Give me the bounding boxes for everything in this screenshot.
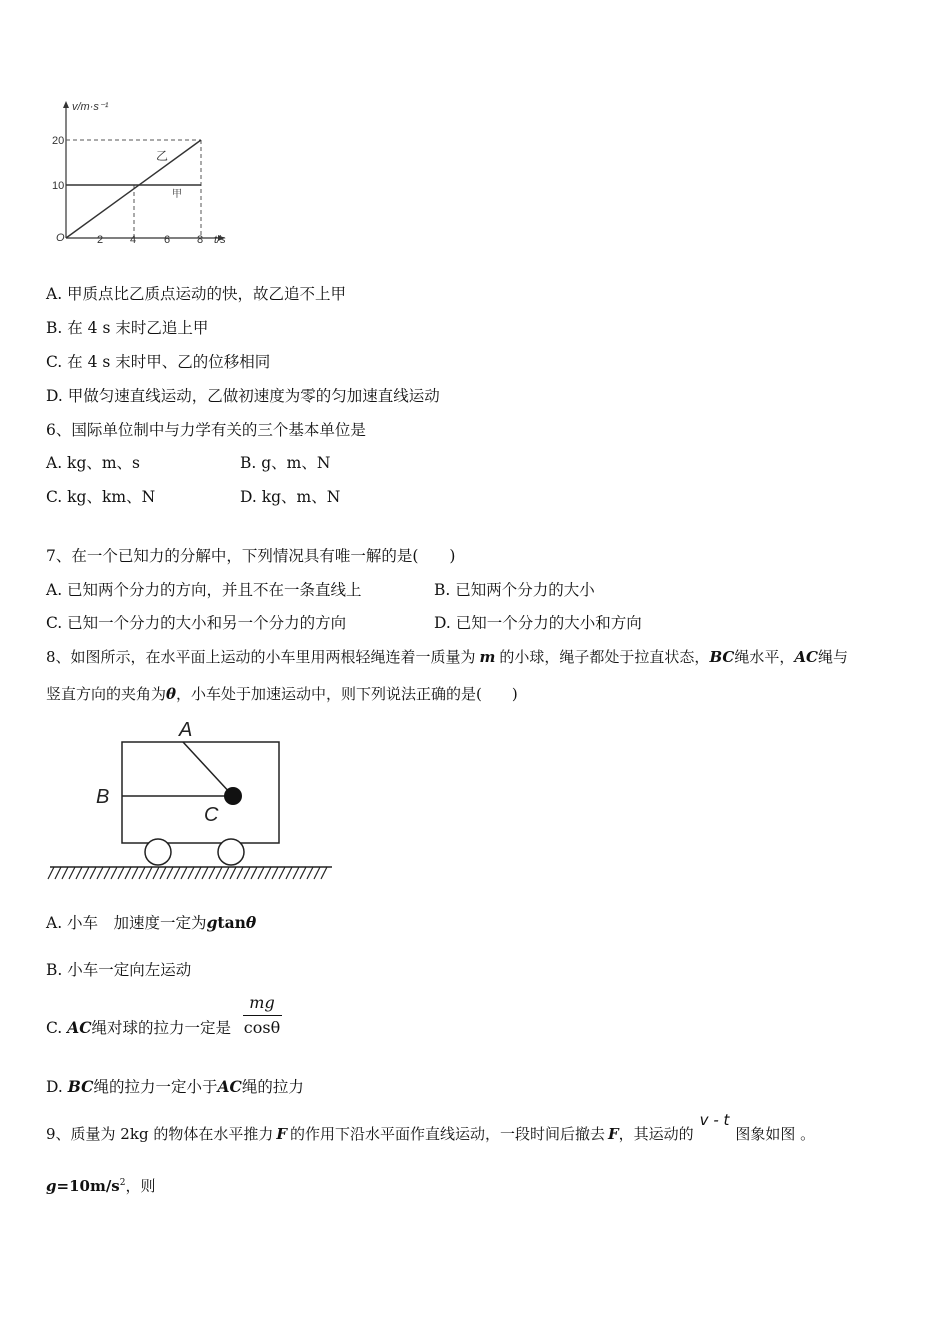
q8-stem-line2 bbox=[46, 684, 518, 704]
hatch-mark bbox=[90, 867, 96, 879]
label-c: C bbox=[204, 804, 219, 826]
q7-option-a: A. 已知两个分力的方向，并且不在一条直线上 bbox=[46, 581, 362, 599]
y-axis-label: v/m·s⁻¹ bbox=[72, 101, 109, 113]
q8-bc-symbol: BC bbox=[709, 648, 735, 666]
hatch-mark bbox=[97, 867, 103, 879]
q8-stem-text: ，小车处于加速运动中，则下列说法正确的是( ) bbox=[176, 685, 518, 703]
hatch-mark bbox=[293, 867, 299, 879]
x-axis-label: t/s bbox=[214, 234, 226, 246]
y-axis-arrow bbox=[63, 101, 69, 108]
q8-stem-text: 绳与 bbox=[817, 648, 848, 666]
hatch-mark bbox=[167, 867, 173, 879]
y-tick-10: 10 bbox=[52, 180, 65, 192]
hatch-mark bbox=[258, 867, 264, 879]
q5-option-a: A. 甲质点比乙质点运动的快，故乙追不上甲 bbox=[46, 285, 347, 303]
hatch-mark bbox=[321, 867, 327, 879]
q8-option-c-denominator: cosθ bbox=[243, 1018, 281, 1037]
x-tick-6: 6 bbox=[164, 234, 171, 246]
q8-option-b: B. 小车一定向左运动 bbox=[46, 961, 192, 979]
q7-option-d: D. 已知一个分力的大小和方向 bbox=[434, 614, 642, 632]
hatch-mark bbox=[265, 867, 271, 879]
q6-stem: 6、国际单位制中与力学有关的三个基本单位是 bbox=[46, 421, 366, 439]
q6-option-a: A. kg、m、s bbox=[46, 454, 141, 472]
ball bbox=[224, 787, 242, 805]
q8-mass-symbol: m bbox=[479, 648, 496, 666]
q8-stem-text: 8、如图所示，在水平面上运动的小车里用两根轻绳连着一质量为 bbox=[46, 648, 476, 666]
hatch-mark bbox=[223, 867, 229, 879]
hatch-mark bbox=[272, 867, 278, 879]
q8-option-a-tan: tan bbox=[217, 913, 246, 932]
q9-g-value: =10m/s bbox=[56, 1177, 120, 1195]
q9-line2-text: ，则 bbox=[125, 1177, 156, 1195]
hatch-mark bbox=[48, 867, 54, 879]
hatch-mark bbox=[146, 867, 152, 879]
cart-diagram bbox=[46, 712, 338, 884]
hatch-mark bbox=[230, 867, 236, 879]
q8-option-d bbox=[46, 1077, 304, 1097]
cart-body bbox=[122, 742, 279, 843]
q8-option-d-bc: BC bbox=[67, 1077, 94, 1096]
hatch-mark bbox=[237, 867, 243, 879]
hatch-mark bbox=[195, 867, 201, 879]
q8-option-d-text: D. bbox=[46, 1078, 68, 1096]
hatch-mark bbox=[104, 867, 110, 879]
hatch-mark bbox=[314, 867, 320, 879]
ground-hatching bbox=[48, 867, 327, 879]
q8-option-d-text: 绳的拉力一定小于 bbox=[93, 1078, 218, 1096]
wheel-left bbox=[145, 839, 171, 865]
hatch-mark bbox=[55, 867, 61, 879]
q8-option-a-text: A. 小车 加速度一定为 bbox=[46, 914, 207, 932]
q8-option-c-text: C. bbox=[46, 1019, 68, 1037]
q9-stem-text: 的作用下沿水平面作直线运动，一段时间后撤去 bbox=[289, 1125, 605, 1143]
q8-option-c-ac: AC bbox=[67, 1018, 92, 1037]
q9-stem-text: 图象如图 。 bbox=[735, 1125, 816, 1143]
q8-stem-line1 bbox=[46, 647, 848, 667]
q9-stem-text: ，其运动的 bbox=[618, 1125, 694, 1143]
hatch-mark bbox=[83, 867, 89, 879]
hatch-mark bbox=[251, 867, 257, 879]
hatch-mark bbox=[188, 867, 194, 879]
q8-theta-symbol: θ bbox=[166, 685, 177, 703]
hatch-mark bbox=[132, 867, 138, 879]
q8-ac-symbol: AC bbox=[794, 648, 818, 666]
hatch-mark bbox=[244, 867, 250, 879]
q8-option-a bbox=[46, 913, 256, 933]
hatch-mark bbox=[139, 867, 145, 879]
label-b: B bbox=[96, 786, 110, 808]
q6-option-d: D. kg、m、N bbox=[240, 488, 341, 506]
hatch-mark bbox=[300, 867, 306, 879]
hatch-mark bbox=[153, 867, 159, 879]
hatch-mark bbox=[174, 867, 180, 879]
x-tick-2: 2 bbox=[97, 234, 104, 246]
q7-option-b: B. 已知两个分力的大小 bbox=[434, 581, 595, 599]
q8-option-c-fraction-bar bbox=[243, 1015, 282, 1016]
q8-option-d-ac: AC bbox=[217, 1077, 242, 1096]
hatch-mark bbox=[160, 867, 166, 879]
q8-option-d-text: 绳的拉力 bbox=[241, 1078, 304, 1096]
hatch-mark bbox=[209, 867, 215, 879]
q9-stem bbox=[46, 1111, 816, 1144]
q8-option-c-text: 绳对球的拉力一定是 bbox=[91, 1019, 232, 1037]
q6-option-c: C. kg、km、N bbox=[46, 488, 156, 506]
q9-line2 bbox=[46, 1173, 156, 1196]
q8-stem-text: 竖直方向的夹角为 bbox=[46, 685, 167, 703]
series-label-yi: 乙 bbox=[156, 149, 169, 163]
wheel-right bbox=[218, 839, 244, 865]
hatch-mark bbox=[307, 867, 313, 879]
x-tick-8: 8 bbox=[197, 234, 204, 246]
q9-g-exponent: 2 bbox=[119, 1178, 126, 1188]
hatch-mark bbox=[181, 867, 187, 879]
q6-option-b: B. g、m、N bbox=[240, 454, 331, 472]
q8-option-c bbox=[46, 1018, 231, 1038]
q9-vt-symbol: v - t bbox=[699, 1111, 730, 1129]
x-tick-4: 4 bbox=[130, 234, 137, 246]
q8-option-c-numerator: mg bbox=[249, 993, 275, 1012]
hatch-mark bbox=[69, 867, 75, 879]
hatch-mark bbox=[279, 867, 285, 879]
hatch-mark bbox=[202, 867, 208, 879]
q9-force-symbol: F bbox=[608, 1125, 619, 1143]
y-tick-20: 20 bbox=[52, 135, 65, 147]
q8-option-a-theta: θ bbox=[245, 913, 257, 932]
hatch-mark bbox=[216, 867, 222, 879]
origin-label: O bbox=[56, 232, 65, 244]
q9-force-symbol: F bbox=[276, 1125, 287, 1143]
hatch-mark bbox=[62, 867, 68, 879]
q8-stem-text: 绳水平， bbox=[734, 648, 795, 666]
rope-ac bbox=[183, 742, 232, 795]
label-a: A bbox=[179, 719, 193, 741]
q5-option-d: D. 甲做匀速直线运动，乙做初速度为零的匀加速直线运动 bbox=[46, 387, 440, 405]
hatch-mark bbox=[118, 867, 124, 879]
series-label-jia: 甲 bbox=[172, 189, 182, 200]
hatch-mark bbox=[111, 867, 117, 879]
q7-option-c: C. 已知一个分力的大小和另一个分力的方向 bbox=[46, 614, 347, 632]
hatch-mark bbox=[125, 867, 131, 879]
q9-g-symbol: g bbox=[46, 1177, 57, 1195]
q8-stem-text: 的小球，绳子都处于拉直状态， bbox=[499, 648, 710, 666]
q5-option-b: B. 在 4 s 末时乙追上甲 bbox=[46, 319, 209, 337]
hatch-mark bbox=[76, 867, 82, 879]
vt-graph bbox=[50, 96, 240, 252]
hatch-mark bbox=[286, 867, 292, 879]
q5-option-c: C. 在 4 s 末时甲、乙的位移相同 bbox=[46, 353, 271, 371]
q7-stem: 7、在一个已知力的分解中，下列情况具有唯一解的是( ) bbox=[46, 547, 456, 565]
q9-stem-text: 9、质量为 2kg 的物体在水平推力 bbox=[46, 1125, 274, 1143]
q8-option-a-g: g bbox=[206, 913, 218, 932]
